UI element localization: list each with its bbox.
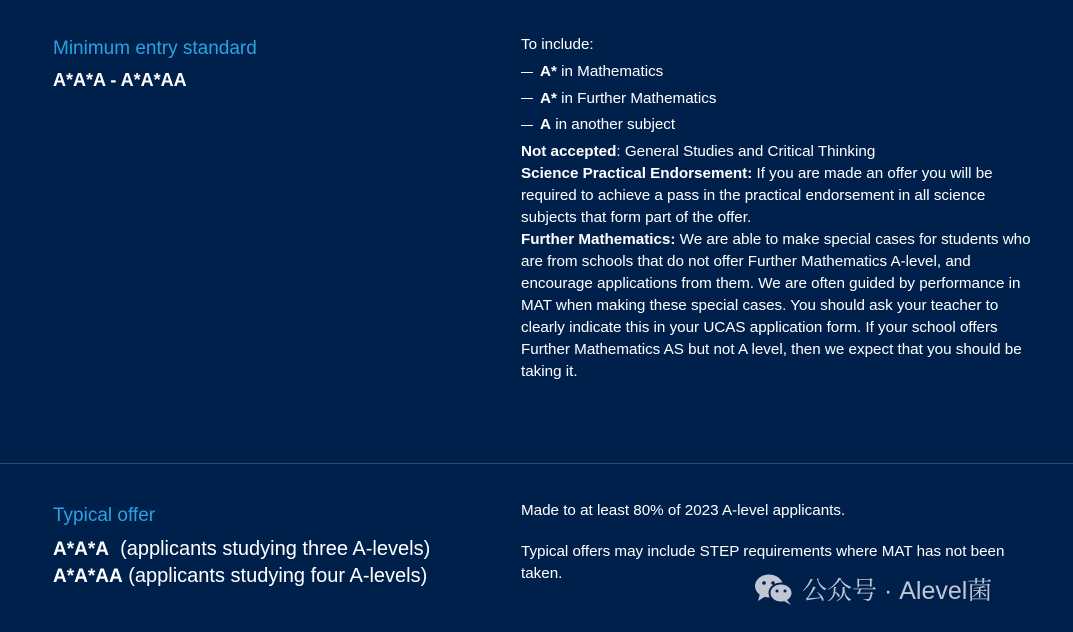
- not-accepted-note: [521, 141, 1033, 163]
- offer-grade: A*A*A: [53, 539, 109, 560]
- further-maths-note: [521, 229, 1033, 383]
- science-practical-text: If you are made an offer you will be required to achieve a pass in the practical endorsement in all science subjects that form part of the offer.: [521, 164, 993, 226]
- typical-offer-heading: Typical offer: [53, 505, 156, 526]
- typical-note-1: Made to at least 80% of 2023 A-level applicants.: [521, 502, 846, 519]
- dash-icon: [521, 98, 533, 99]
- offer-text: (applicants studying three A-levels): [108, 538, 431, 560]
- requirement-item: [521, 114, 1033, 136]
- requirement-text: in Further Mathematics: [561, 89, 717, 107]
- requirement-grade: A: [540, 116, 551, 133]
- offer-text: (applicants studying four A-levels): [122, 565, 428, 587]
- typical-offer-left: [53, 504, 430, 590]
- dash-icon: [521, 125, 533, 126]
- further-maths-label: Further Mathematics:: [521, 230, 676, 248]
- typical-offer-grades: [53, 536, 430, 590]
- wechat-icon: [754, 572, 794, 606]
- requirements-list: [521, 61, 1033, 136]
- further-maths-text: We are able to make special cases for students who are from schools that do not offer Further Mathematics A-level, and encourage applications from them. We are often guided by performance in MAT when making these special cases. You should ask your teacher to clearly indicate this in your UCAS application form. If your school offers Further Mathematics AS but not A level, then we expect that you should be taking it.: [521, 230, 1031, 380]
- science-practical-note: [521, 163, 1033, 229]
- include-title: To include:: [521, 36, 594, 53]
- requirement-item: [521, 88, 1033, 110]
- not-accepted-text: : General Studies and Critical Thinking: [616, 142, 876, 160]
- watermark-text: 公众号 · Alevel菌: [802, 577, 993, 605]
- dash-icon: [521, 72, 533, 73]
- requirement-item: [521, 61, 1033, 83]
- minimum-entry-grades: A*A*A - A*A*AA: [53, 70, 187, 90]
- offer-grade: A*A*AA: [53, 566, 123, 587]
- minimum-entry-left: [53, 37, 257, 91]
- minimum-entry-details: [521, 34, 1033, 383]
- offer-line: [53, 536, 430, 563]
- minimum-entry-heading: Minimum entry standard: [53, 38, 257, 59]
- not-accepted-label: Not accepted: [521, 142, 617, 160]
- requirement-grade: A*: [540, 63, 557, 80]
- science-practical-label: Science Practical Endorsement:: [521, 164, 753, 182]
- typical-note-2: Typical offers may include STEP requirements where MAT has not been taken.: [521, 543, 1005, 582]
- requirement-text: in another subject: [555, 116, 676, 133]
- requirement-grade: A*: [540, 89, 557, 107]
- offer-line: [53, 563, 430, 590]
- watermark: [754, 571, 992, 607]
- requirement-text: in Mathematics: [561, 63, 664, 80]
